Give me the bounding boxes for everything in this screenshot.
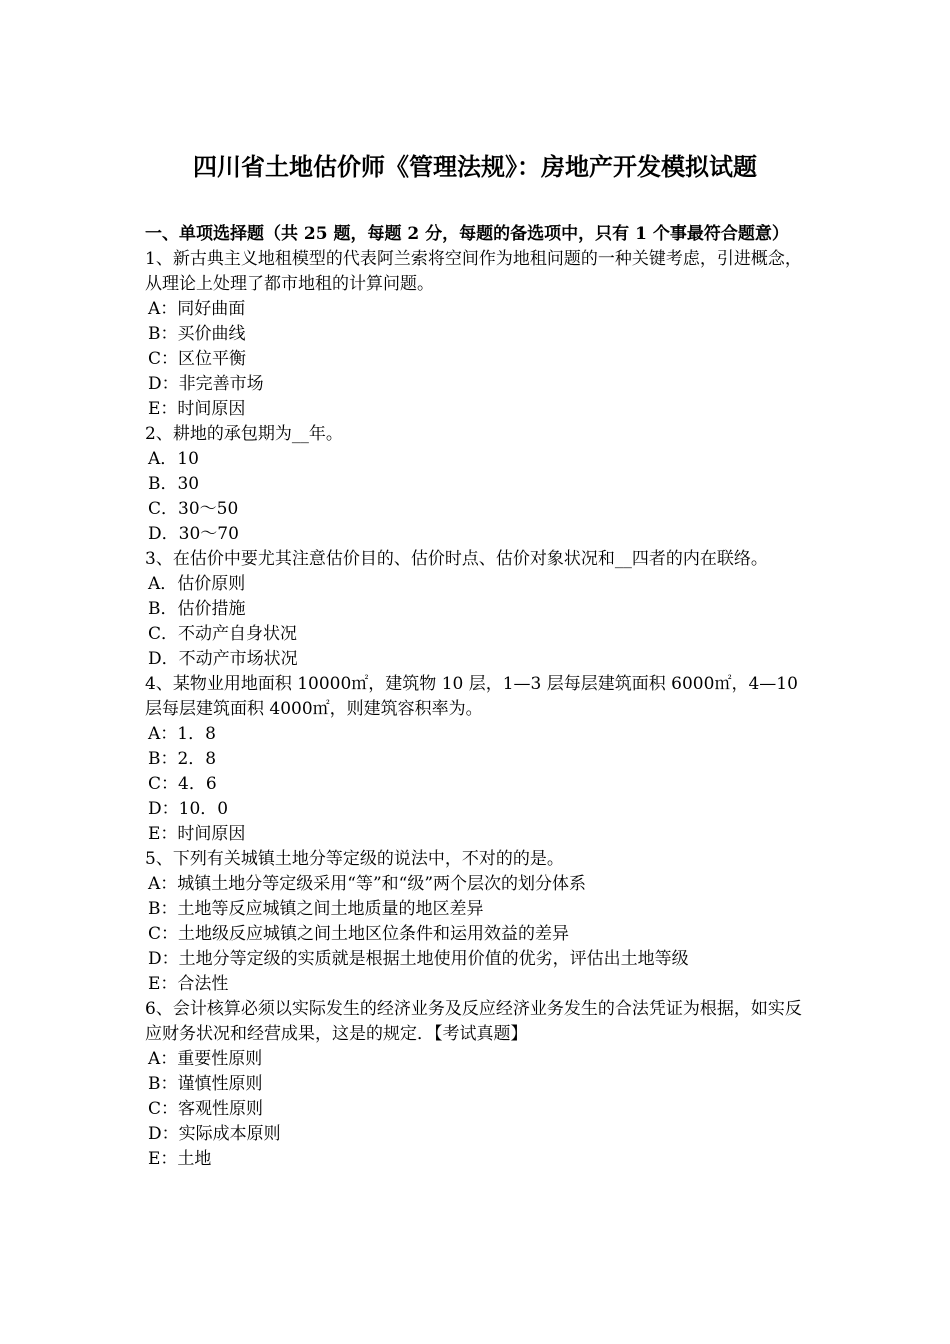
question-stem: 4、某物业用地面积 10000㎡，建筑物 10 层，1—3 层每层建筑面积 6000㎡，4—10 层每层建筑面积 4000㎡，则建筑容积率为。	[145, 674, 798, 719]
answer-option: D：实际成本原则	[148, 1124, 281, 1144]
question-block	[145, 672, 815, 847]
document-body	[145, 222, 815, 1172]
answer-option: A：同好曲面	[148, 299, 246, 319]
question-block	[145, 247, 815, 422]
answer-option: B：买价曲线	[148, 324, 246, 344]
answer-option: D．30～70	[148, 524, 239, 544]
answer-option: D：非完善市场	[148, 374, 264, 394]
answer-option: B：谨慎性原则	[148, 1074, 263, 1094]
answer-option: A：重要性原则	[148, 1049, 263, 1069]
question-block	[145, 997, 815, 1172]
answer-option: A．10	[148, 449, 199, 469]
answer-option: A：1．8	[148, 724, 216, 744]
answer-option: A：城镇土地分等定级采用“等”和“级”两个层次的划分体系	[148, 874, 587, 894]
answer-option: D．不动产市场状况	[148, 649, 298, 669]
question-stem: 5、下列有关城镇土地分等定级的说法中，不对的的是。	[145, 849, 564, 869]
answer-option: C：土地级反应城镇之间土地区位条件和运用效益的差异	[148, 924, 570, 944]
answer-option: B．30	[148, 474, 200, 494]
answer-option: E：时间原因	[148, 399, 246, 419]
answer-option: D：土地分等定级的实质就是根据土地使用价值的优劣，评估出土地等级	[148, 949, 689, 969]
answer-option: E：时间原因	[148, 824, 246, 844]
question-block	[145, 547, 815, 672]
question-stem: 3、在估价中要尤其注意估价目的、估价时点、估价对象状况和__四者的内在联络。	[145, 549, 768, 569]
page-title: 四川省土地估价师《管理法规》：房地产开发模拟试题	[193, 152, 757, 181]
answer-option: E：合法性	[148, 974, 229, 994]
answer-option: A．估价原则	[148, 574, 246, 594]
answer-option: D：10．0	[148, 799, 229, 819]
answer-option: C．30～50	[148, 499, 239, 519]
answer-option: C：客观性原则	[148, 1099, 264, 1119]
answer-option: C：4．6	[148, 774, 217, 794]
answer-option: B：土地等反应城镇之间土地质量的地区差异	[148, 899, 484, 919]
question-block	[145, 847, 815, 997]
section-header: 一、单项选择题（共 25 题，每题 2 分，每题的备选项中，只有 1 个事最符合题意）	[145, 224, 789, 244]
answer-option: E：土地	[148, 1149, 212, 1169]
question-block	[145, 422, 815, 547]
question-stem: 2、耕地的承包期为__年。	[145, 424, 343, 444]
answer-option: C．不动产自身状况	[148, 624, 298, 644]
answer-option: B．估价措施	[148, 599, 246, 619]
question-stem: 1、新古典主义地租模型的代表阿兰索将空间作为地租问题的一种关键考虑，引进概念，从理论上处理了都市地租的计算问题。	[145, 249, 802, 294]
answer-option: B：2．8	[148, 749, 217, 769]
answer-option: C：区位平衡	[148, 349, 247, 369]
question-stem: 6、会计核算必须以实际发生的经济业务及反应经济业务发生的合法凭证为根据，如实反应财务状况和经营成果，这是的规定．【考试真题】	[145, 999, 802, 1044]
